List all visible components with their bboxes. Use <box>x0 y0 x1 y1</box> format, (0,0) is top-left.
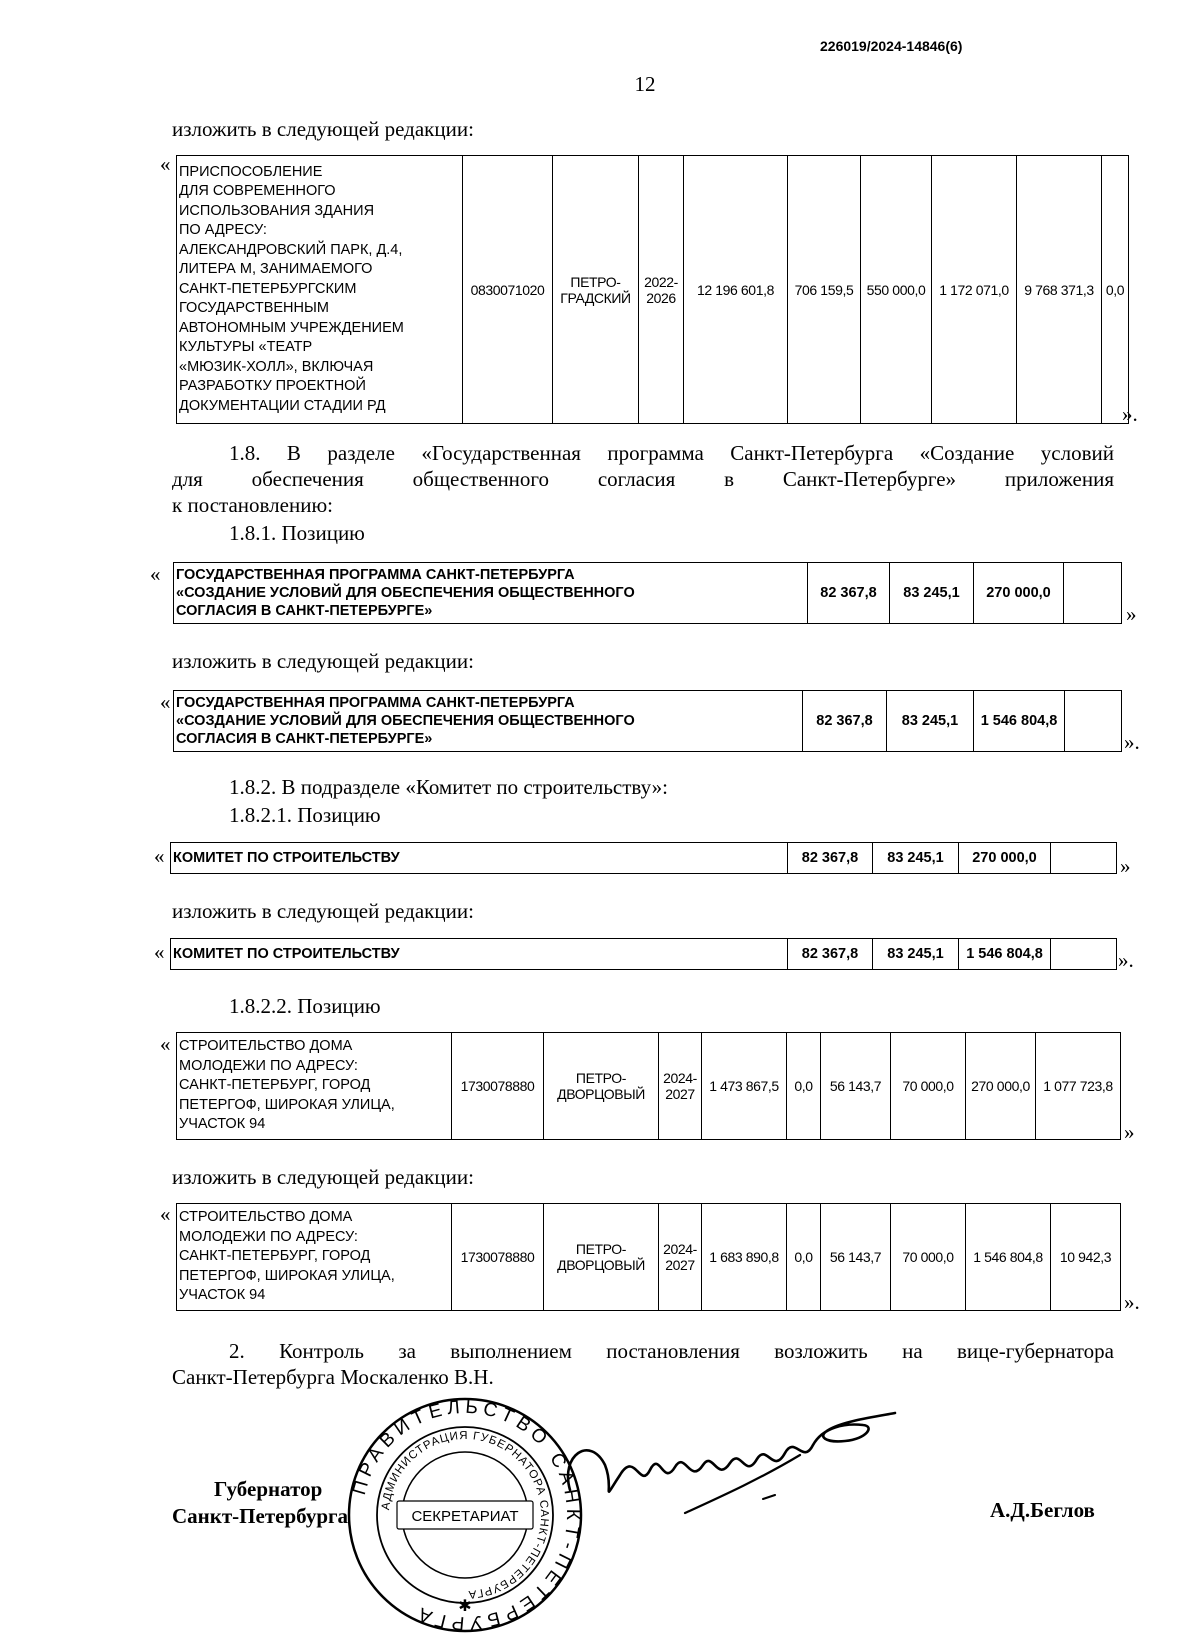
edit-phrase-4: изложить в следующей редакции: <box>172 1165 474 1189</box>
youth-new-district-cell: ПЕТРО- ДВОРЦОВЫЙ <box>544 1204 659 1311</box>
close-quote: » <box>1120 854 1131 878</box>
handwritten-signature <box>545 1395 915 1525</box>
youth-new-name-cell: СТРОИТЕЛЬСТВО ДОМА МОЛОДЕЖИ ПО АДРЕСУ: САНКТ-ПЕТЕРБУРГ, ГОРОД ПЕТЕРГОФ, ШИРОКАЯ УЛИЦА, УЧАСТОК 94 <box>177 1204 452 1311</box>
close-quote: ». <box>1124 730 1140 754</box>
theatre-value-cell: 12 196 601,8 <box>684 156 788 424</box>
youth-new-value-cell: 56 143,7 <box>821 1204 891 1311</box>
open-quote: « <box>160 152 171 176</box>
theatre-district-cell: ПЕТРО- ГРАДСКИЙ <box>553 156 639 424</box>
youth-old-value-cell: 0,0 <box>787 1033 821 1140</box>
program-new-name-cell: ГОСУДАРСТВЕННАЯ ПРОГРАММА САНКТ-ПЕТЕРБУРГА «СОЗДАНИЕ УСЛОВИЙ ДЛЯ ОБЕСПЕЧЕНИЯ ОБЩЕСТВЕННОГО СОГЛАСИЯ В САНКТ-ПЕТЕРБУРГЕ» <box>174 691 803 752</box>
theatre-value-cell: 1 172 071,0 <box>932 156 1017 424</box>
theatre-years-cell: 2022- 2026 <box>639 156 684 424</box>
open-quote: « <box>160 1202 171 1226</box>
paragraph-1-8-line-2: для обеспечения общественного согласия в Санкт-Петербурге» приложения <box>172 467 1114 491</box>
open-quote: « <box>154 844 165 868</box>
signature-stroke <box>568 1413 895 1492</box>
youth-old-value-cell: 56 143,7 <box>821 1033 891 1140</box>
committee-new-value-cell <box>1051 939 1117 970</box>
open-quote: « <box>160 1032 171 1056</box>
edit-phrase-3: изложить в следующей редакции: <box>172 899 474 923</box>
program-old-value-cell <box>1064 563 1122 624</box>
youth-new-code-cell: 1730078880 <box>452 1204 544 1311</box>
theatre-value-cell: 550 000,0 <box>861 156 932 424</box>
youth-new-value-cell: 1 683 890,8 <box>702 1204 787 1311</box>
committee-old-value-cell: 270 000,0 <box>959 843 1051 874</box>
page-number: 12 <box>634 72 656 96</box>
youth-new-value-cell: 0,0 <box>787 1204 821 1311</box>
signatory-position-line-1: Губернатор <box>214 1477 323 1501</box>
table-committee-old <box>170 842 1117 874</box>
committee-old-name-cell: КОМИТЕТ ПО СТРОИТЕЛЬСТВУ <box>171 843 788 874</box>
program-old-value-cell: 83 245,1 <box>890 563 974 624</box>
signatory-position-line-2: Санкт-Петербурга <box>172 1504 349 1528</box>
youth-old-code-cell: 1730078880 <box>452 1033 544 1140</box>
program-old-value-cell: 270 000,0 <box>974 563 1064 624</box>
open-quote: « <box>150 562 161 586</box>
document-number: 226019/2024-14846(6) <box>820 38 963 54</box>
close-quote: ». <box>1122 402 1138 426</box>
program-new-value-cell: 83 245,1 <box>887 691 974 752</box>
stamp-center-text: СЕКРЕТАРИАТ <box>411 1508 519 1525</box>
paragraph-1-8-line-3: к постановлению: <box>172 493 333 517</box>
table-program-new <box>173 690 1122 752</box>
youth-old-district-cell: ПЕТРО- ДВОРЦОВЫЙ <box>544 1033 659 1140</box>
table-program-old <box>173 562 1122 624</box>
youth-old-name-cell: СТРОИТЕЛЬСТВО ДОМА МОЛОДЕЖИ ПО АДРЕСУ: САНКТ-ПЕТЕРБУРГ, ГОРОД ПЕТЕРГОФ, ШИРОКАЯ УЛИЦА, УЧАСТОК 94 <box>177 1033 452 1140</box>
theatre-value-cell: 0,0 <box>1102 156 1129 424</box>
stamp-inner-text: АДМИНИСТРАЦИЯ ГУБЕРНАТОРА САНКТ-ПЕТЕРБУРГА <box>380 1429 551 1601</box>
edit-phrase-1: изложить в следующей редакции: <box>172 117 474 141</box>
committee-new-name-cell: КОМИТЕТ ПО СТРОИТЕЛЬСТВУ <box>171 939 788 970</box>
table-theatre-new <box>176 155 1129 424</box>
paragraph-2-line-1: 2. Контроль за выполнением постановления возложить на вице-губернатора <box>229 1339 1114 1363</box>
edit-phrase-2: изложить в следующей редакции: <box>172 649 474 673</box>
youth-old-value-cell: 270 000,0 <box>966 1033 1036 1140</box>
signatory-name: А.Д.Беглов <box>990 1498 1095 1522</box>
close-quote: ». <box>1124 1290 1140 1314</box>
committee-new-value-cell: 82 367,8 <box>788 939 873 970</box>
paragraph-1-8-2: 1.8.2. В подразделе «Комитет по строительству»: <box>229 775 668 799</box>
paragraph-1-8-2-2: 1.8.2.2. Позицию <box>229 994 381 1018</box>
paragraph-2-line-2: Санкт-Петербурга Москаленко В.Н. <box>172 1365 494 1389</box>
stamp-outer-text: ПРАВИТЕЛЬСТВО САНКТ-ПЕТЕРБУРГА <box>348 1396 584 1633</box>
theatre-code-cell: 0830071020 <box>463 156 553 424</box>
committee-old-value-cell <box>1051 843 1117 874</box>
table-youth-new <box>176 1203 1121 1311</box>
youth-new-years-cell: 2024- 2027 <box>659 1204 702 1311</box>
youth-new-value-cell: 10 942,3 <box>1051 1204 1121 1311</box>
theatre-name-cell: ПРИСПОСОБЛЕНИЕ ДЛЯ СОВРЕМЕННОГО ИСПОЛЬЗОВАНИЯ ЗДАНИЯ ПО АДРЕСУ: АЛЕКСАНДРОВСКИЙ ПАРК, Д.4, ЛИТЕРА М, ЗАНИМАЕМОГО САНКТ-ПЕТЕРБУРГСКИМ ГОСУДАРСТВЕННЫМ АВТОНОМНЫМ УЧРЕЖДЕНИЕМ КУЛЬТУРЫ «ТЕАТР «МЮЗИК-ХОЛЛ», ВКЛЮЧАЯ РАЗРАБОТКУ ПРОЕКТНОЙ ДОКУМЕНТАЦИИ СТАДИИ РД <box>177 156 463 424</box>
signature-dash <box>763 1495 775 1499</box>
theatre-value-cell: 706 159,5 <box>788 156 861 424</box>
committee-new-value-cell: 1 546 804,8 <box>959 939 1051 970</box>
open-quote: « <box>160 690 171 714</box>
table-committee-new <box>170 938 1117 970</box>
close-quote: » <box>1126 602 1137 626</box>
close-quote: » <box>1124 1120 1135 1144</box>
close-quote: ». <box>1118 948 1134 972</box>
youth-old-value-cell: 70 000,0 <box>891 1033 966 1140</box>
program-old-value-cell: 82 367,8 <box>808 563 890 624</box>
paragraph-1-8-2-1: 1.8.2.1. Позицию <box>229 803 381 827</box>
program-new-value-cell: 82 367,8 <box>803 691 887 752</box>
stamp-star-icon: ✱ <box>458 1598 472 1615</box>
youth-new-value-cell: 70 000,0 <box>891 1204 966 1311</box>
committee-new-value-cell: 83 245,1 <box>873 939 959 970</box>
program-new-value-cell <box>1065 691 1122 752</box>
committee-old-value-cell: 83 245,1 <box>873 843 959 874</box>
youth-old-value-cell: 1 077 723,8 <box>1036 1033 1121 1140</box>
youth-old-years-cell: 2024- 2027 <box>659 1033 702 1140</box>
paragraph-1-8-line-1: 1.8. В разделе «Государственная программа Санкт-Петербурга «Создание условий <box>229 441 1114 465</box>
program-new-value-cell: 1 546 804,8 <box>974 691 1065 752</box>
theatre-value-cell: 9 768 371,3 <box>1017 156 1102 424</box>
paragraph-1-8-1: 1.8.1. Позицию <box>229 521 365 545</box>
youth-old-value-cell: 1 473 867,5 <box>702 1033 787 1140</box>
open-quote: « <box>154 940 165 964</box>
youth-new-value-cell: 1 546 804,8 <box>966 1204 1051 1311</box>
table-youth-old <box>176 1032 1121 1140</box>
committee-old-value-cell: 82 367,8 <box>788 843 873 874</box>
program-old-name-cell: ГОСУДАРСТВЕННАЯ ПРОГРАММА САНКТ-ПЕТЕРБУРГА «СОЗДАНИЕ УСЛОВИЙ ДЛЯ ОБЕСПЕЧЕНИЯ ОБЩЕСТВЕННОГО СОГЛАСИЯ В САНКТ-ПЕТЕРБУРГЕ» <box>174 563 808 624</box>
